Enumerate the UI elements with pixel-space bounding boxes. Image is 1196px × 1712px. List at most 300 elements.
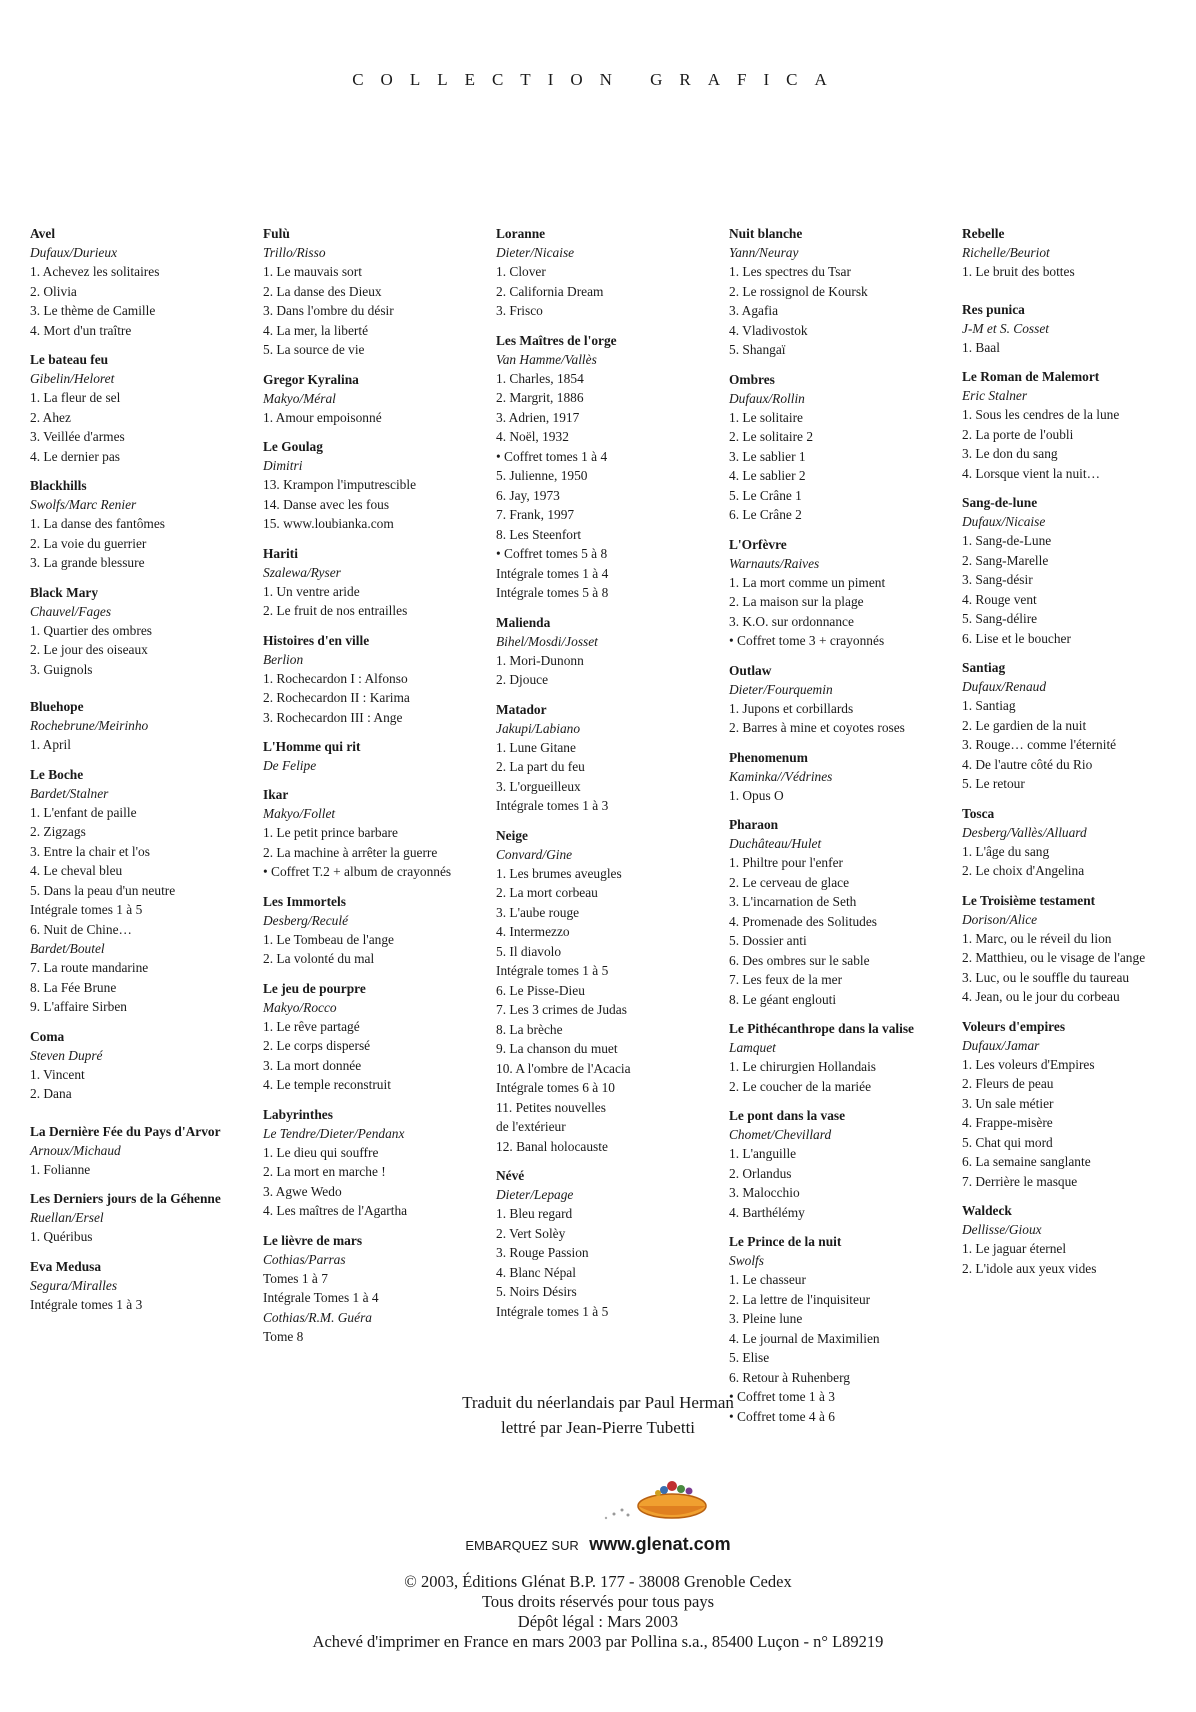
volume-item: 3. K.O. sur ordonnance xyxy=(729,613,854,629)
series-entry xyxy=(30,583,263,680)
catalog-column xyxy=(962,224,1195,1436)
volume-item: Intégrale tomes 1 à 3 xyxy=(496,798,609,813)
series-authors: Dimitri xyxy=(263,458,303,473)
series-entry xyxy=(962,658,1195,794)
volume-item: 5. La source de vie xyxy=(263,342,365,357)
volume-item: 1. Le rêve partagé xyxy=(263,1018,360,1034)
series-title: Ikar xyxy=(263,787,289,802)
rights-line: Tous droits réservés pour tous pays xyxy=(481,1592,715,1611)
volume-item: Intégrale tomes 5 à 8 xyxy=(496,585,609,600)
volume-item: 2. Le coucher de la mariée xyxy=(729,1078,872,1094)
series-entry xyxy=(496,700,729,816)
volume-item: 8. Le géant englouti xyxy=(729,991,837,1007)
volume-item: de l'extérieur xyxy=(496,1119,566,1134)
series-authors: Bardet/Boutel xyxy=(30,941,105,956)
volume-item: 13. Krampon l'imputrescible xyxy=(263,477,417,492)
volume-item: 4. La mer, la liberté xyxy=(263,322,369,338)
series-entry xyxy=(263,224,496,360)
volume-item: 6. Nuit de Chine… xyxy=(30,921,132,937)
volume-item: • Coffret tome 4 à 6 xyxy=(729,1408,835,1424)
volume-item: 1. Les voleurs d'Empires xyxy=(962,1056,1095,1072)
volume-item: 1. Opus O xyxy=(729,787,784,803)
catalog-column xyxy=(729,224,962,1436)
series-authors: J-M et S. Cosset xyxy=(962,320,1050,336)
series-authors: Szalewa/Ryser xyxy=(263,564,341,580)
series-title: Le Goulag xyxy=(263,439,323,454)
series-authors: Jakupi/Labiano xyxy=(496,720,581,736)
series-title: Res punica xyxy=(962,301,1025,317)
volume-item: 2. Le solitaire 2 xyxy=(729,429,814,444)
volume-item: 1. Les brumes aveugles xyxy=(496,865,622,881)
volume-item: 1. Le petit prince barbare xyxy=(263,825,398,840)
volume-item: 1. La fleur de sel xyxy=(30,390,121,405)
volume-item: 3. La mort donnée xyxy=(263,1057,362,1073)
series-entry xyxy=(962,1017,1195,1192)
series-authors: Dieter/Nicaise xyxy=(496,245,575,260)
series-authors: Dorison/Alice xyxy=(962,911,1038,927)
series-entry xyxy=(263,1105,496,1221)
volume-item: 1. Achevez les solitaires xyxy=(30,264,160,279)
series-title: Labyrinthes xyxy=(263,1106,333,1122)
series-title: Le Boche xyxy=(30,766,84,782)
series-title: Neige xyxy=(496,827,528,843)
series-entry xyxy=(496,826,729,1157)
series-authors: Chauvel/Fages xyxy=(30,603,112,619)
embark-line xyxy=(0,1534,1196,1555)
catalog-column xyxy=(496,224,729,1436)
series-title: Fulù xyxy=(263,226,290,241)
volume-item: 2. La lettre de l'inquisiteur xyxy=(729,1291,871,1307)
volume-item: Intégrale tomes 1 à 3 xyxy=(30,1296,143,1312)
series-authors: Swolfs xyxy=(729,1253,764,1268)
series-authors: Gibelin/Heloret xyxy=(30,371,115,386)
series-entry xyxy=(962,300,1195,358)
catalog-columns xyxy=(30,224,1195,1436)
volume-item: 2. Sang-Marelle xyxy=(962,552,1049,568)
series-entry xyxy=(496,613,729,690)
series-title: Loranne xyxy=(496,226,546,241)
volume-item: 4. Le journal de Maximilien xyxy=(729,1330,880,1346)
series-entry xyxy=(30,1122,263,1180)
volume-item: 1. Lune Gitane xyxy=(496,739,576,755)
series-title: La Dernière Fée du Pays d'Arvor xyxy=(30,1123,221,1139)
series-authors: Convard/Gine xyxy=(496,846,573,862)
volume-item: 1. Le bruit des bottes xyxy=(962,264,1075,279)
volume-item: 5. Il diavolo xyxy=(496,943,562,959)
volume-item: 3. Frisco xyxy=(496,303,543,318)
volume-item: 1. Charles, 1854 xyxy=(496,370,584,386)
volume-item: 1. Sang-de-Lune xyxy=(962,533,1052,548)
series-authors: Desberg/Vallès/Alluard xyxy=(962,824,1087,840)
series-entry xyxy=(496,224,729,321)
series-authors: Dufaux/Rollin xyxy=(729,390,805,406)
volume-item: • Coffret tomes 5 à 8 xyxy=(496,546,608,561)
series-title: L'Orfèvre xyxy=(729,536,787,552)
volume-item: 3. Luc, ou le souffle du taureau xyxy=(962,969,1130,985)
volume-item: 1. Quartier des ombres xyxy=(30,622,152,638)
volume-item: 1. Philtre pour l'enfer xyxy=(729,855,843,870)
volume-item: 2. L'idole aux yeux vides xyxy=(962,1260,1097,1276)
volume-item: Intégrale tomes 1 à 5 xyxy=(30,902,143,917)
volume-item: 3. Entre la chair et l'os xyxy=(30,843,150,859)
series-title: Le lièvre de mars xyxy=(263,1232,363,1248)
series-title: Pharaon xyxy=(729,817,779,832)
series-title: Outlaw xyxy=(729,662,772,678)
volume-item: 2. Barres à mine et coyotes roses xyxy=(729,720,905,735)
volume-item: 4. Le temple reconstruit xyxy=(263,1077,391,1092)
volume-item: 2. La porte de l'oubli xyxy=(962,426,1074,442)
volume-item: 5. Sang-délire xyxy=(962,611,1038,626)
volume-item: 2. La machine à arrêter la guerre xyxy=(263,844,438,860)
volume-item: 2. La maison sur la plage xyxy=(729,594,864,609)
series-entry xyxy=(263,737,496,775)
series-entry xyxy=(263,979,496,1095)
volume-item: 3. Veillée d'armes xyxy=(30,429,125,444)
volume-item: 2. La mort en marche ! xyxy=(263,1164,386,1179)
volume-item: 1. Clover xyxy=(496,264,546,279)
volume-item: 1. L'âge du sang xyxy=(962,843,1050,859)
volume-item: 6. Le Crâne 2 xyxy=(729,507,802,522)
volume-item: 5. Noirs Désirs xyxy=(496,1284,577,1299)
volume-item: 1. Vincent xyxy=(30,1066,85,1082)
volume-item: 2. Le rossignol de Koursk xyxy=(729,283,868,299)
series-authors: Richelle/Beuriot xyxy=(962,245,1050,260)
series-title: Le pont dans la vase xyxy=(729,1108,846,1123)
volume-item: 2. Le choix d'Angelina xyxy=(962,863,1085,878)
volume-item: 3. Dans l'ombre du désir xyxy=(263,303,394,318)
volume-item: 8. Les Steenfort xyxy=(496,526,582,542)
volume-item: 9. La chanson du muet xyxy=(496,1041,618,1056)
series-entry xyxy=(263,370,496,428)
volume-item: 10. A l'ombre de l'Acacia xyxy=(496,1060,631,1076)
volume-item: 2. La danse des Dieux xyxy=(263,283,382,299)
series-authors: Kaminka//Védrines xyxy=(729,768,833,784)
series-title: Waldeck xyxy=(962,1203,1012,1218)
volume-item: 6. Jay, 1973 xyxy=(496,487,560,503)
series-entry xyxy=(30,1257,263,1315)
volume-item: 7. Derrière le masque xyxy=(962,1173,1078,1189)
volume-item: 2. Le gardien de la nuit xyxy=(962,717,1087,733)
series-authors: Desberg/Reculé xyxy=(263,912,349,928)
series-title: L'Homme qui rit xyxy=(263,739,361,754)
volume-item: 3. Un sale métier xyxy=(962,1095,1054,1111)
volume-item: 1. Mori-Dunonn xyxy=(496,652,584,668)
series-title: Le Pithécanthrope dans la valise xyxy=(729,1021,914,1036)
copyright-line: © 2003, Éditions Glénat B.P. 177 - 38008 Grenoble Cedex xyxy=(404,1572,792,1591)
volume-item: 5. Elise xyxy=(729,1350,770,1365)
series-authors: Dufaux/Jamar xyxy=(962,1037,1040,1053)
series-authors: Chomet/Chevillard xyxy=(729,1127,832,1142)
series-entry xyxy=(30,765,263,1017)
series-authors: Dufaux/Durieux xyxy=(30,245,118,260)
volume-item: 5. Chat qui mord xyxy=(962,1134,1053,1150)
volume-item: 4. Mort d'un traître xyxy=(30,322,132,338)
volume-item: 2. Djouce xyxy=(496,672,549,687)
volume-item: 2. Matthieu, ou le visage de l'ange xyxy=(962,950,1146,965)
volume-item: 5. Shangaï xyxy=(729,342,786,357)
series-title: Névé xyxy=(496,1168,525,1183)
volume-item: 2. La part du feu xyxy=(496,759,585,774)
volume-item: 3. Agafia xyxy=(729,303,779,318)
volume-item: 4. Lorsque vient la nuit… xyxy=(962,465,1100,481)
series-authors: Rochebrune/Meirinho xyxy=(30,718,149,733)
series-title: Blackhills xyxy=(30,478,87,493)
series-authors: Duchâteau/Hulet xyxy=(729,836,822,851)
volume-item: 4. Le sablier 2 xyxy=(729,468,806,483)
series-title: Les Derniers jours de la Géhenne xyxy=(30,1191,221,1206)
series-entry xyxy=(30,224,263,340)
series-entry xyxy=(30,350,263,466)
series-authors: Bardet/Stalner xyxy=(30,785,109,801)
series-authors: Makyo/Follet xyxy=(263,806,336,821)
volume-item: 4. Jean, ou le jour du corbeau xyxy=(962,989,1120,1004)
series-entry xyxy=(263,631,496,728)
volume-item: 1. Folianne xyxy=(30,1161,91,1177)
volume-item: 4. Promenade des Solitudes xyxy=(729,913,878,929)
volume-item: 4. Le cheval bleu xyxy=(30,863,123,878)
website-link[interactable]: www.glenat.com xyxy=(589,1534,731,1554)
volume-item: Intégrale Tomes 1 à 4 xyxy=(263,1290,379,1305)
series-title: Voleurs d'empires xyxy=(962,1018,1066,1034)
volume-item: 2. California Dream xyxy=(496,283,604,299)
volume-item: 5. Le Crâne 1 xyxy=(729,487,802,503)
embark-label: EMBARQUEZ SUR xyxy=(465,1538,579,1553)
series-title: Le Roman de Malemort xyxy=(962,369,1100,384)
volume-item: 1. La mort comme un piment xyxy=(729,574,886,590)
series-authors: Cothias/Parras xyxy=(263,1251,346,1267)
volume-item: 3. L'aube rouge xyxy=(496,904,580,920)
series-authors: Arnoux/Michaud xyxy=(30,1142,121,1158)
volume-item: 3. Guignols xyxy=(30,661,93,677)
volume-item: 1. Baal xyxy=(962,339,1000,355)
volume-item: 2. Le fruit de nos entrailles xyxy=(263,603,408,618)
volume-item: 2. Olivia xyxy=(30,283,77,299)
deposit-line: Dépôt légal : Mars 2003 xyxy=(517,1612,679,1631)
series-authors: De Felipe xyxy=(263,758,317,773)
volume-item: 1. Sous les cendres de la lune xyxy=(962,407,1120,422)
volume-item: • Coffret tome 1 à 3 xyxy=(729,1389,835,1404)
series-authors: Yann/Neuray xyxy=(729,245,799,260)
volume-item: 2. Margrit, 1886 xyxy=(496,390,584,405)
series-authors: Ruellan/Ersel xyxy=(30,1210,104,1225)
volume-item: 1. Santiag xyxy=(962,698,1016,713)
volume-item: 3. Le don du sang xyxy=(962,446,1058,461)
volume-item: 5. Dans la peau d'un neutre xyxy=(30,882,176,898)
series-entry xyxy=(962,804,1195,881)
volume-item: 1. Le jaguar éternel xyxy=(962,1241,1067,1256)
volume-item: 1. April xyxy=(30,737,71,752)
series-entry xyxy=(263,437,496,534)
volume-item: 1. Rochecardon I : Alfonso xyxy=(263,670,408,686)
series-authors: Steven Dupré xyxy=(30,1047,103,1063)
volume-item: Intégrale tomes 1 à 5 xyxy=(496,963,609,978)
series-title: Les Maîtres de l'orge xyxy=(496,332,617,348)
volume-item: 6. Lise et le boucher xyxy=(962,630,1071,646)
series-authors: Berlion xyxy=(263,651,304,667)
volume-item: 4. Blanc Népal xyxy=(496,1264,576,1280)
volume-item: 1. L'enfant de paille xyxy=(30,804,137,820)
series-title: Eva Medusa xyxy=(30,1258,102,1274)
volume-item: 4. Frappe-misère xyxy=(962,1115,1053,1130)
credits xyxy=(0,1390,1196,1440)
translator-line: Traduit du néerlandais par Paul Herman xyxy=(462,1393,734,1412)
volume-item: 2. Le cerveau de glace xyxy=(729,874,850,890)
volume-item: 6. Des ombres sur le sable xyxy=(729,952,870,968)
series-authors: Segura/Miralles xyxy=(30,1277,118,1293)
series-entry xyxy=(729,1019,962,1096)
volume-item: 8. La brèche xyxy=(496,1021,563,1037)
volume-item: 3. Malocchio xyxy=(729,1185,800,1200)
series-title: Phenomenum xyxy=(729,749,808,765)
series-entry xyxy=(962,493,1195,648)
volume-item: 1. Bleu regard xyxy=(496,1206,573,1221)
series-authors: Dufaux/Nicaise xyxy=(962,514,1046,529)
series-title: Le Troisième testament xyxy=(962,892,1096,908)
series-authors: Makyo/Rocco xyxy=(263,999,337,1015)
volume-item: 3. Agwe Wedo xyxy=(263,1183,342,1199)
series-title: Santiag xyxy=(962,660,1006,675)
volume-item: 6. Retour à Ruhenberg xyxy=(729,1369,850,1385)
volume-item: Tome 8 xyxy=(263,1328,304,1344)
volume-item: 3. Le sablier 1 xyxy=(729,448,806,464)
volume-item: 9. L'affaire Sirben xyxy=(30,999,127,1014)
volume-item: 1. Le chasseur xyxy=(729,1272,806,1287)
series-title: Hariti xyxy=(263,545,298,561)
volume-item: 4. Le dernier pas xyxy=(30,448,120,464)
series-entry xyxy=(30,476,263,573)
series-authors: Cothias/R.M. Guéra xyxy=(263,1309,372,1325)
volume-item: • Coffret tome 3 + crayonnés xyxy=(729,633,885,648)
volume-item: 1. Les spectres du Tsar xyxy=(729,264,851,279)
volume-item: 1. Le solitaire xyxy=(729,409,803,425)
volume-item: 1. La danse des fantômes xyxy=(30,516,165,531)
volume-item: 3. Rouge Passion xyxy=(496,1245,589,1260)
legal-notice xyxy=(0,1572,1196,1652)
volume-item: • Coffret T.2 + album de crayonnés xyxy=(263,864,452,879)
volume-item: 4. De l'autre côté du Rio xyxy=(962,756,1093,772)
volume-item: 5. Le retour xyxy=(962,776,1025,791)
series-entry xyxy=(729,815,962,1009)
volume-item: 1. L'anguille xyxy=(729,1146,797,1161)
series-title: Le jeu de pourpre xyxy=(263,980,366,996)
volume-item: 7. Frank, 1997 xyxy=(496,507,575,522)
volume-item: 5. Dossier anti xyxy=(729,933,807,948)
volume-item: 2. La voie du guerrier xyxy=(30,535,147,551)
series-authors: Trillo/Risso xyxy=(263,245,326,260)
volume-item: 2. Le corps dispersé xyxy=(263,1038,371,1053)
series-authors: Dufaux/Renaud xyxy=(962,679,1047,694)
series-entry xyxy=(30,697,263,755)
series-title: Sang-de-lune xyxy=(962,495,1038,510)
volume-item: 3. L'incarnation de Seth xyxy=(729,894,857,909)
series-entry xyxy=(496,1166,729,1321)
volume-item: Intégrale tomes 1 à 4 xyxy=(496,565,609,581)
volume-item: 2. Le jour des oiseaux xyxy=(30,642,148,657)
series-title: Histoires d'en ville xyxy=(263,632,370,648)
volume-item: 1. Le dieu qui souffre xyxy=(263,1144,379,1160)
volume-item: 8. La Fée Brune xyxy=(30,979,117,995)
volume-item: 1. Un ventre aride xyxy=(263,583,360,599)
volume-item: 1. Le chirurgien Hollandais xyxy=(729,1059,877,1074)
volume-item: 11. Petites nouvelles xyxy=(496,1099,606,1115)
series-authors: Dieter/Fourquemin xyxy=(729,681,833,697)
volume-item: 2. Vert Solèy xyxy=(496,1225,566,1241)
volume-item: 14. Danse avec les fous xyxy=(263,496,390,512)
series-title: Coma xyxy=(30,1028,65,1044)
volume-item: 3. La grande blessure xyxy=(30,555,145,570)
volume-item: 2. Orlandus xyxy=(729,1165,792,1181)
series-title: Tosca xyxy=(962,805,995,821)
volume-item: 12. Banal holocauste xyxy=(496,1138,608,1154)
series-title: Malienda xyxy=(496,614,551,630)
volume-item: Intégrale tomes 1 à 5 xyxy=(496,1303,609,1319)
series-entry xyxy=(263,892,496,969)
series-entry xyxy=(30,1189,263,1247)
volume-item: • Coffret tomes 1 à 4 xyxy=(496,448,608,464)
series-authors: Dellisse/Gioux xyxy=(962,1222,1042,1237)
volume-item: 6. La semaine sanglante xyxy=(962,1154,1091,1169)
volume-item: 3. L'orgueilleux xyxy=(496,778,581,794)
series-authors: Van Hamme/Vallès xyxy=(496,351,597,367)
series-entry xyxy=(729,224,962,360)
volume-item: 7. Les 3 crimes de Judas xyxy=(496,1002,627,1017)
volume-item: 4. Vladivostok xyxy=(729,322,808,338)
series-authors: Eric Stalner xyxy=(962,388,1028,403)
collection-header: COLLECTION GRAFICA xyxy=(352,70,844,89)
volume-item: 1. Marc, ou le réveil du lion xyxy=(962,930,1112,946)
series-title: Rebelle xyxy=(962,226,1005,241)
series-entry xyxy=(30,1027,263,1104)
volume-item: 4. Les maîtres de l'Agartha xyxy=(263,1203,408,1218)
volume-item: Intégrale tomes 6 à 10 xyxy=(496,1080,615,1095)
series-entry xyxy=(263,785,496,882)
series-title: Les Immortels xyxy=(263,893,346,909)
series-entry xyxy=(263,544,496,621)
volume-item: 7. Les feux de la mer xyxy=(729,972,843,987)
series-entry xyxy=(496,331,729,603)
letterer-line: lettré par Jean-Pierre Tubetti xyxy=(500,1418,696,1437)
series-authors: Bihel/Mosdi/Josset xyxy=(496,633,598,649)
volume-item: 2. La volonté du mal xyxy=(263,951,375,966)
volume-item: 6. Le Pisse-Dieu xyxy=(496,982,585,998)
volume-item: 2. Fleurs de peau xyxy=(962,1076,1054,1091)
series-authors: Swolfs/Marc Renier xyxy=(30,497,137,512)
volume-item: 1. Amour empoisonné xyxy=(263,409,382,425)
series-title: Gregor Kyralina xyxy=(263,371,359,387)
volume-item: 7. La route mandarine xyxy=(30,960,149,975)
volume-item: 2. Dana xyxy=(30,1086,72,1101)
series-entry xyxy=(729,1106,962,1222)
volume-item: 2. Zigzags xyxy=(30,824,86,839)
series-title: Black Mary xyxy=(30,584,99,600)
volume-item: 2. Ahez xyxy=(30,409,71,425)
series-title: Ombres xyxy=(729,371,775,387)
series-title: Matador xyxy=(496,701,547,717)
volume-item: 1. Le Tombeau de l'ange xyxy=(263,931,394,947)
volume-item: 4. Noël, 1932 xyxy=(496,429,569,444)
volume-item: 1. Le mauvais sort xyxy=(263,264,362,279)
series-title: Le bateau feu xyxy=(30,352,109,367)
volume-item: 2. La mort corbeau xyxy=(496,885,598,900)
volume-item: 3. Adrien, 1917 xyxy=(496,409,580,425)
printing-line: Achevé d'imprimer en France en mars 2003 par Pollina s.a., 85400 Luçon - n° L89219 xyxy=(312,1632,884,1651)
series-entry xyxy=(962,891,1195,1007)
series-entry xyxy=(729,748,962,806)
series-authors: Dieter/Lepage xyxy=(496,1187,574,1202)
series-authors: Warnauts/Raives xyxy=(729,555,820,571)
volume-item: 15. www.loubianka.com xyxy=(263,516,394,531)
volume-item: 4. Intermezzo xyxy=(496,924,570,939)
